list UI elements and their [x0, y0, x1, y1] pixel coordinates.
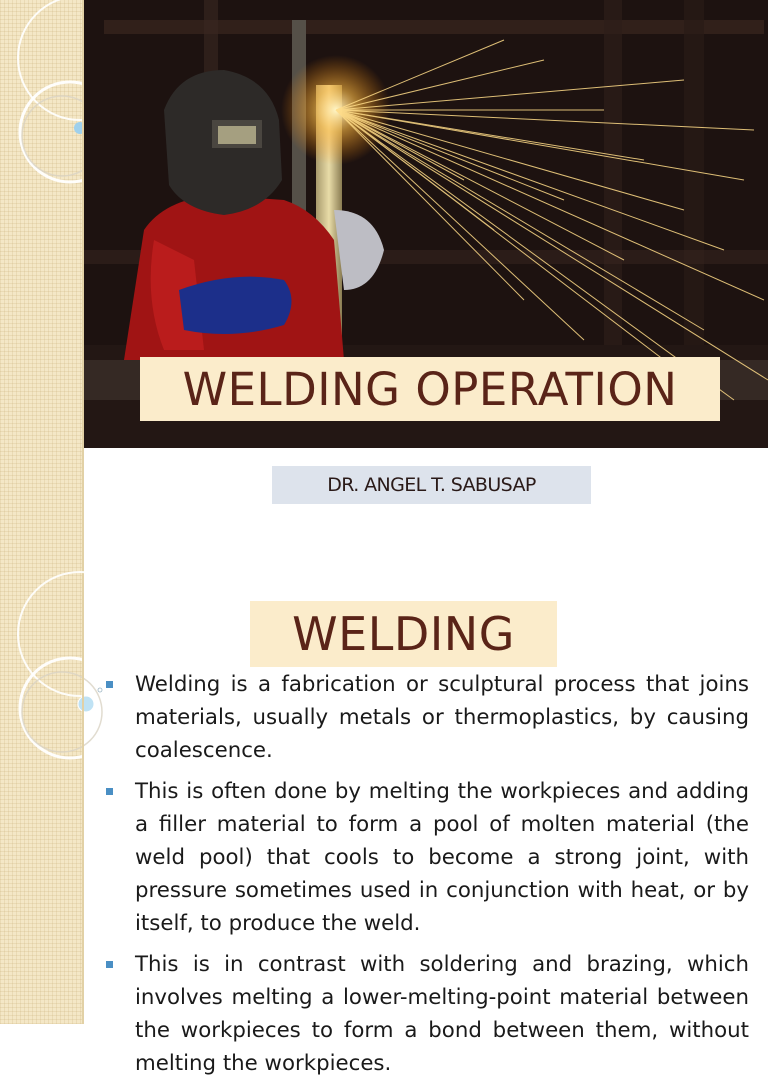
bullet-text: Welding is a fabrication or sculptural process that joins materials, usually metals or thermoplastics, by causing coalescence. — [135, 672, 749, 763]
bullet-list — [103, 668, 749, 1088]
bullet-text: This is in contrast with soldering and brazing, which involves melting a lower-melting-point material between the workpieces to form a bond between them, without melting the workpieces. — [135, 952, 749, 1076]
bullet-square-icon — [106, 961, 113, 968]
bullet-square-icon — [106, 788, 113, 795]
author-banner — [272, 466, 591, 504]
list-item — [103, 775, 749, 940]
bullet-square-icon — [106, 681, 113, 688]
content-slide — [0, 576, 768, 1076]
slide-title: WELDING OPERATION — [182, 362, 678, 416]
list-item — [103, 668, 749, 767]
heading-banner — [250, 601, 557, 667]
decorative-circles-icon — [0, 576, 84, 1024]
author-name: DR. ANGEL T. SABUSAP — [327, 474, 536, 496]
decorative-side-strip — [0, 576, 84, 1024]
title-banner — [140, 357, 720, 421]
decorative-side-strip — [0, 0, 84, 576]
bullet-text: This is often done by melting the workpieces and adding a filler material to form a pool of molten material (the weld pool) that cools to become a strong joint, with pressure sometimes used in conjunction with heat, or by itself, to produce the weld. — [135, 779, 749, 936]
slide-heading: WELDING — [292, 607, 515, 661]
decorative-circles-icon — [0, 0, 84, 576]
list-item — [103, 948, 749, 1080]
